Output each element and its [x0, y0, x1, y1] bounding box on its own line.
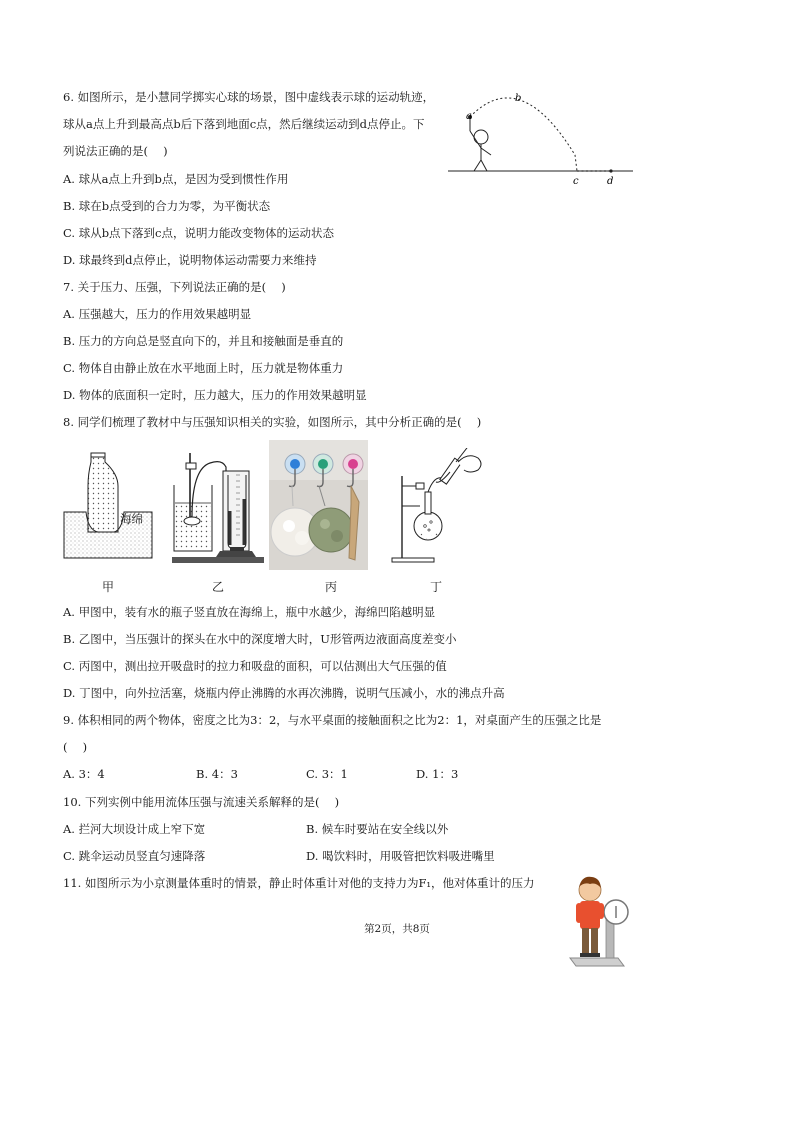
q6-stem-line-1: 6. 如图所示，是小慧同学掷实心球的场景，图中虚线表示球的运动轨迹， [63, 90, 435, 104]
q6-stem-line-2: 球从a点上升到最高点b后下落到地面c点，然后继续运动到d点停止。下 [63, 117, 425, 131]
q10-stem: 10. 下列实例中能用流体压强与流速关系解释的是( ) [63, 795, 340, 809]
q8-figure-bing [269, 440, 368, 570]
label-d: d [607, 176, 614, 187]
q8-option-c: C. 丙图中，测出拉开吸盘时的拉力和吸盘的面积，可以估测出大气压强的值 [63, 659, 447, 673]
caption-bing: 丙 [324, 580, 337, 594]
q10-option-d: D. 喝饮料时，用吸管把饮料吸进嘴里 [306, 849, 495, 863]
q6-option-c: C. 球从b点下落到c点，说明力能改变物体的运动状态 [63, 226, 334, 240]
q9-stem: 9. 体积相同的两个物体，密度之比为3：2，与水平桌面的接触面积之比为2：1，对桌面产生的压强之比是 [63, 713, 602, 727]
q6-stem-line-3: 列说法正确的是( ) [63, 144, 168, 158]
caption-ding: 丁 [429, 580, 442, 594]
q6-option-a: A. 球从a点上升到b点，是因为受到惯性作用 [63, 172, 289, 186]
q7-stem: 7. 关于压力、压强，下列说法正确的是( ) [63, 280, 286, 294]
q6-option-d: D. 球最终到d点停止，说明物体运动需要力来维持 [63, 253, 317, 267]
q10-option-a: A. 拦河大坝设计成上窄下宽 [63, 822, 206, 836]
label-b: b [515, 93, 522, 104]
q8-option-b: B. 乙图中，当压强计的探头在水中的深度增大时，U形管两边液面高度差变小 [63, 632, 457, 646]
caption-jia: 甲 [101, 580, 114, 594]
q7-option-d: D. 物体的底面积一定时，压力越大，压力的作用效果越明显 [63, 388, 367, 402]
q8-option-a: A. 甲图中，装有水的瓶子竖直放在海绵上，瓶中水越少，海绵凹陷越明显 [63, 605, 436, 619]
sponge-label: 海绵 [120, 512, 143, 526]
q9-option-c: C. 3：1 [306, 767, 348, 781]
q6-option-b: B. 球在b点受到的合力为零，为平衡状态 [63, 199, 271, 213]
q9-option-d: D. 1：3 [416, 767, 459, 781]
q8-figure-yi [170, 445, 265, 565]
q7-option-b: B. 压力的方向总是竖直向下的，并且和接触面是垂直的 [63, 334, 344, 348]
q8-stem: 8. 同学们梳理了教材中与压强知识相关的实验，如图所示，其中分析正确的是( ) [63, 415, 482, 429]
q11-stem: 11. 如图所示为小京测量体重时的情景，静止时体重计对他的支持力为F₁，他对体重计的压力 [63, 876, 535, 890]
q7-option-c: C. 物体自由静止放在水平地面上时，压力就是物体重力 [63, 361, 344, 375]
q10-option-b: B. 候车时要站在安全线以外 [306, 822, 449, 836]
q8-figure-ding [390, 448, 490, 566]
q9-option-a: A. 3：4 [63, 767, 105, 781]
page-footer: 第2页，共8页 [364, 923, 430, 935]
caption-yi: 乙 [211, 580, 224, 594]
q9-blank: ( ) [63, 740, 88, 754]
q8-figure-jia [62, 452, 158, 564]
q11-scale-figure [566, 870, 638, 970]
q6-trajectory-figure [445, 85, 635, 190]
q8-option-d: D. 丁图中，向外拉活塞，烧瓶内停止沸腾的水再次沸腾，说明气压减小，水的沸点升高 [63, 686, 505, 700]
label-a: a [466, 111, 472, 122]
label-c: c [573, 176, 579, 187]
q9-option-b: B. 4：3 [196, 767, 238, 781]
q10-option-c: C. 跳伞运动员竖直匀速降落 [63, 849, 206, 863]
q7-option-a: A. 压强越大，压力的作用效果越明显 [63, 307, 252, 321]
